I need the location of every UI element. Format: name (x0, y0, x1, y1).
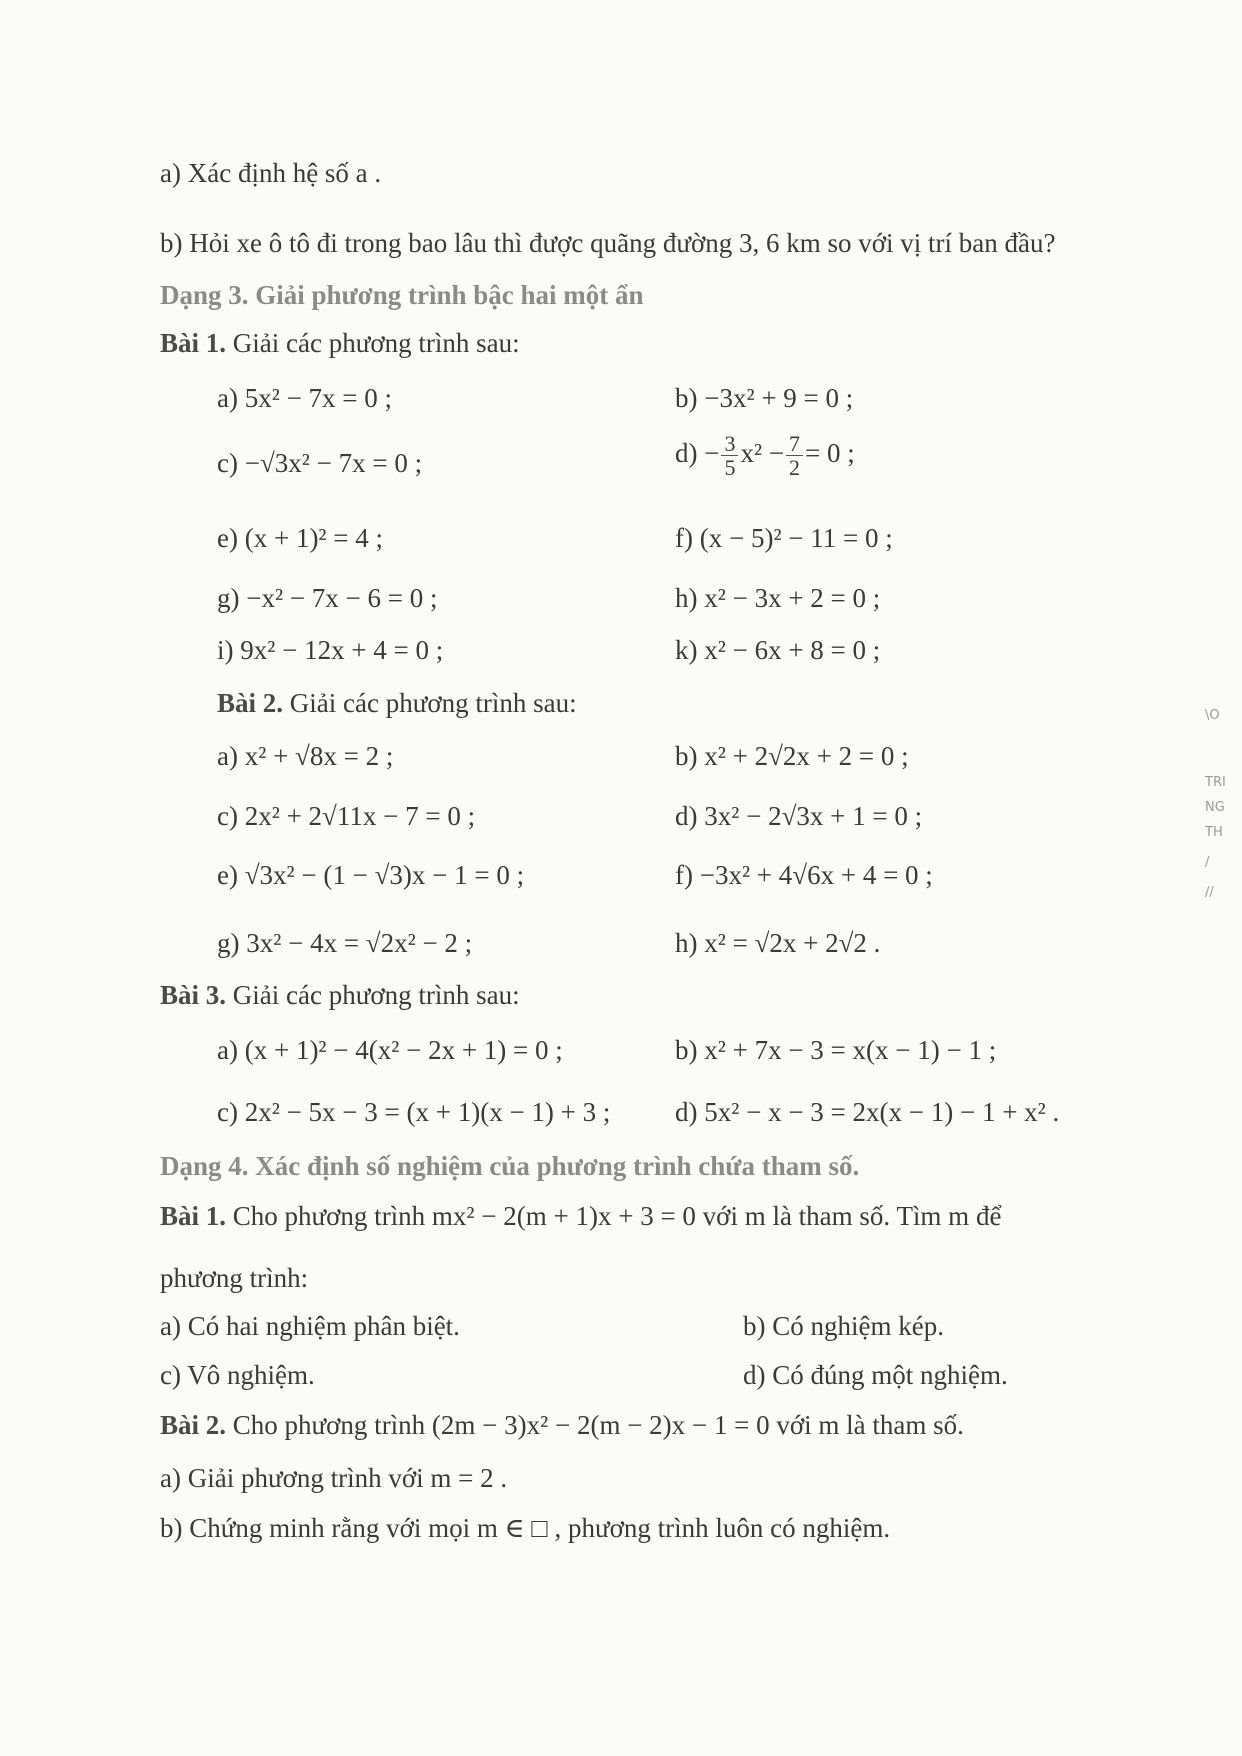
exercise-label: Bài 2. (217, 688, 284, 718)
question-item: a) Có hai nghiệm phân biệt. (160, 1311, 460, 1341)
equation-item: b) x² + 2√2x + 2 = 0 ; (675, 741, 909, 771)
equation-item: b) −3x² + 9 = 0 ; (675, 383, 854, 413)
exercise-instruction: Giải các phương trình sau: (226, 328, 520, 358)
intro-part-b: b) Hỏi xe ô tô đi trong bao lâu thì được quãng đường 3, 6 km so với vị trí ban đầu? (160, 228, 1056, 258)
fraction-numerator: 7 (786, 432, 803, 456)
equation-item: e) √3x² − (1 − √3)x − 1 = 0 ; (217, 860, 525, 890)
exercise-instruction: Giải các phương trình sau: (226, 980, 520, 1010)
exercise-instruction: Cho phương trình mx² − 2(m + 1)x + 3 = 0 với m là tham số. Tìm m để (226, 1201, 1002, 1231)
question-item: d) Có đúng một nghiệm. (743, 1360, 1008, 1390)
equation-item: b) x² + 7x − 3 = x(x − 1) − 1 ; (675, 1035, 997, 1065)
margin-mark: // (1205, 885, 1214, 900)
equation-item: h) x² = √2x + 2√2 . (675, 928, 881, 958)
section-title-dang-4: Dạng 4. Xác định số nghiệm của phương trình chứa tham số. (160, 1151, 860, 1181)
margin-mark: \O (1205, 708, 1220, 723)
equation-item: a) (x + 1)² − 4(x² − 2x + 1) = 0 ; (217, 1035, 563, 1065)
equation-item: f) (x − 5)² − 11 = 0 ; (675, 523, 893, 553)
equation-item: g) −x² − 7x − 6 = 0 ; (217, 583, 438, 613)
fraction (721, 432, 738, 479)
equation-item: c) 2x² + 2√11x − 7 = 0 ; (217, 801, 476, 831)
equation-prefix: d) − (675, 437, 720, 468)
question-item: c) Vô nghiệm. (160, 1360, 315, 1390)
exercise-4-1-heading (160, 1203, 1001, 1230)
margin-mark: / (1205, 855, 1210, 870)
exercise-3-heading (160, 982, 520, 1009)
section-title-dang-3: Dạng 3. Giải phương trình bậc hai một ẩn (160, 280, 644, 310)
intro-part-a: a) Xác định hệ số a . (160, 158, 382, 188)
equation-item: c) 2x² − 5x − 3 = (x + 1)(x − 1) + 3 ; (217, 1097, 611, 1127)
exercise-instruction-continued: phương trình: (160, 1263, 309, 1293)
exercise-2-heading (217, 690, 577, 717)
exercise-label: Bài 3. (160, 980, 227, 1010)
equation-item: k) x² − 6x + 8 = 0 ; (675, 635, 881, 665)
equation-item: d) 3x² − 2√3x + 1 = 0 ; (675, 801, 923, 831)
question-item: a) Giải phương trình với m = 2 . (160, 1463, 508, 1493)
equation-item: a) x² + √8x = 2 ; (217, 741, 394, 771)
equation-middle: x² − (740, 437, 785, 468)
equation-item-fraction (675, 432, 855, 479)
equation-item: i) 9x² − 12x + 4 = 0 ; (217, 635, 444, 665)
fraction (786, 432, 803, 479)
exercise-label: Bài 2. (160, 1410, 227, 1440)
equation-item: d) 5x² − x − 3 = 2x(x − 1) − 1 + x² . (675, 1097, 1060, 1127)
equation-item: g) 3x² − 4x = √2x² − 2 ; (217, 928, 473, 958)
question-item: b) Chứng minh rằng với mọi m ∈ □ , phương trình luôn có nghiệm. (160, 1513, 891, 1543)
exercise-label: Bài 1. (160, 328, 227, 358)
fraction-denominator: 5 (724, 455, 736, 481)
exercise-1-heading (160, 330, 520, 357)
equation-item: h) x² − 3x + 2 = 0 ; (675, 583, 881, 613)
equation-end: = 0 ; (805, 437, 855, 468)
fraction-numerator: 3 (721, 432, 738, 456)
exercise-instruction: Giải các phương trình sau: (283, 688, 577, 718)
exercise-label: Bài 1. (160, 1201, 227, 1231)
question-item: b) Có nghiệm kép. (743, 1311, 944, 1341)
margin-mark: TH (1205, 825, 1223, 840)
equation-item: e) (x + 1)² = 4 ; (217, 523, 384, 553)
equation-item: c) −√3x² − 7x = 0 ; (217, 448, 423, 478)
exercise-instruction: Cho phương trình (2m − 3)x² − 2(m − 2)x − 1 = 0 với m là tham số. (226, 1410, 964, 1440)
exercise-4-2-heading (160, 1412, 964, 1439)
equation-item: f) −3x² + 4√6x + 4 = 0 ; (675, 860, 933, 890)
equation-item: a) 5x² − 7x = 0 ; (217, 383, 393, 413)
margin-mark: TRI (1205, 775, 1226, 790)
fraction-denominator: 2 (789, 455, 801, 481)
margin-mark: NG (1205, 800, 1225, 815)
